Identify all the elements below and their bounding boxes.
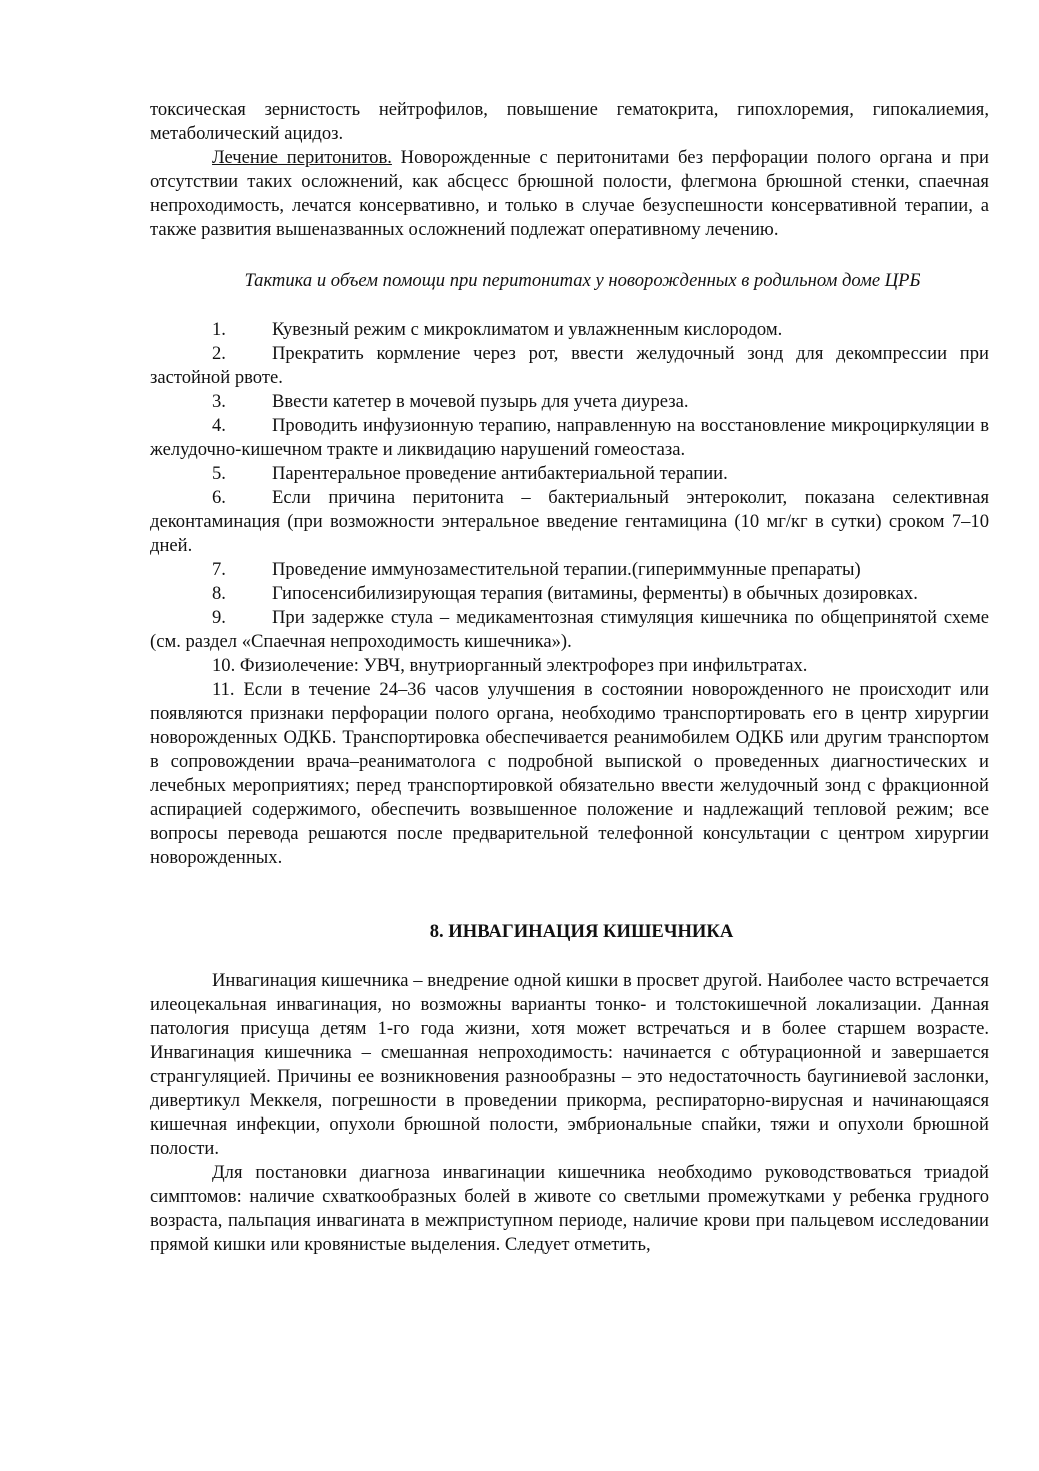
list-item [150,486,989,558]
list-item-text: Проведение иммунозаместительной терапии.(гипериммунные препараты) [272,559,861,580]
tactics-title: Тактика и объем помощи при перитонитах у новорожденных в родильном доме ЦРБ [244,270,921,291]
list-item [150,606,989,654]
list-item-text: Прекратить кормление через рот, ввести желудочный зонд для декомпрессии при застойной рвоте. [150,343,989,388]
list-item-number: 8. [212,583,226,604]
treatment-heading: Лечение перитонитов. [212,147,392,168]
list-item-number: 2. [212,343,226,364]
section-paragraph-2: Для постановки диагноза инвагинации кишечника необходимо руководствоваться триадой симптомов: наличие схваткообразных болей в животе со светлыми промежутками у ребенка грудного возраста, пальпация инвагината в межприступном периоде, наличие крови при пальцевом исследовании прямой кишки или кровянистые выделения. Следует отметить, [150,1162,989,1255]
list-item-text: При задержке стула – медикаментозная стимуляция кишечника по общепринятой схеме (см. раздел «Спаечная непроходимость кишечника»). [150,607,989,652]
list-item-number: 10. [212,655,236,676]
section-paragraph-1: Инвагинация кишечника – внедрение одной кишки в просвет другой. Наиболее часто встречается илеоцекальная инвагинация, но возможны варианты тонко- и толстокишечной локализации. Данная патология присуща детям 1-го года жизни, хотя может встречаться и в более старшем возрасте. Инвагинация кишечника – смешанная непроходимость: начинается с обтурационной и завершается странгуляцией. Причины ее возникновения разнообразны – это недостаточность баугиниевой заслонки, дивертикул Меккеля, погрешности в проведении прикорма, респираторно-вирусная и начинающаяся кишечная инфекции, опухоли брюшной полости, эмбриональные спайки, тяжи и опухоли брюшной полости. [150,970,989,1159]
list-item-number: 7. [212,559,226,580]
list-item-number: 9. [212,607,226,628]
list-item-text: Проводить инфузионную терапию, направленную на восстановление микроциркуляции в желудочно-кишечном тракте и ликвидацию нарушений гомеостаза. [150,415,989,460]
list-item-text: Парентеральное проведение антибактериальной терапии. [272,463,728,484]
list-item-text: Физиолечение: УВЧ, внутриорганный электрофорез при инфильтратах. [239,655,808,676]
list-item-text: Кувезный режим с микроклиматом и увлажненным кислородом. [272,319,783,340]
intro-paragraph: токсическая зернистость нейтрофилов, повышение гематокрита, гипохлоремия, гипокалиемия, метаболический ацидоз. [150,99,989,144]
section-heading: 8. ИНВАГИНАЦИЯ КИШЕЧНИКА [429,921,734,942]
list-item-number: 4. [212,415,226,436]
list-item [150,558,989,582]
list-item [150,414,989,462]
list-item [150,342,989,390]
list-item-text: Если в течение 24–36 часов улучшения в состоянии новорожденного не происходит или появляются признаки перфорации полого органа, необходимо транспортировать его в центр хирургии новорожденных ОДКБ. Транспортировка обеспечивается реанимобилем ОДКБ или другим транспортом в сопровождении врача–реаниматолога с подробной выпиской о проведенных диагностических и лечебных мероприятиях; перед транспортировкой обязательно ввести желудочный зонд с фракционной аспирацией содержимого, обеспечить возвышенное положение и надлежащий тепловой режим; все вопросы перевода решаются после предварительной телефонной консультации с центром хирургии новорожденных. [150,679,989,868]
list-item-text: Ввести катетер в мочевой пузырь для учета диуреза. [272,391,689,412]
treatment-text: Новорожденные с перитонитами без перфорации полого органа и при отсутствии таких осложнений, как абсцесс брюшной полости, флегмона брюшной стенки, спаечная непроходимость, лечатся консервативно, и только в случае безуспешности консервативной терапии, а также развития вышеназванных осложнений подлежат оперативному лечению. [150,147,989,240]
list-item-number: 1. [212,319,226,340]
list-item [150,654,989,678]
list-item [150,390,989,414]
list-item-number: 5. [212,463,226,484]
list-item-number: 11. [212,679,235,700]
list-item-number: 3. [212,391,226,412]
list-item [150,582,989,606]
list-item-text: Если причина перитонита – бактериальный энтероколит, показана селективная деконтаминация (при возможности энтеральное введение гентамицина (10 мг/кг в сутки) сроком 7–10 дней. [150,487,989,556]
list-item [150,462,989,486]
list-item [150,318,989,342]
treatment-paragraph [150,146,989,242]
list-item-text: Гипосенсибилизирующая терапия (витамины, ферменты) в обычных дозировках. [272,583,918,604]
list-item-number: 6. [212,487,226,508]
list-item [150,678,989,870]
tactics-list [150,318,989,870]
